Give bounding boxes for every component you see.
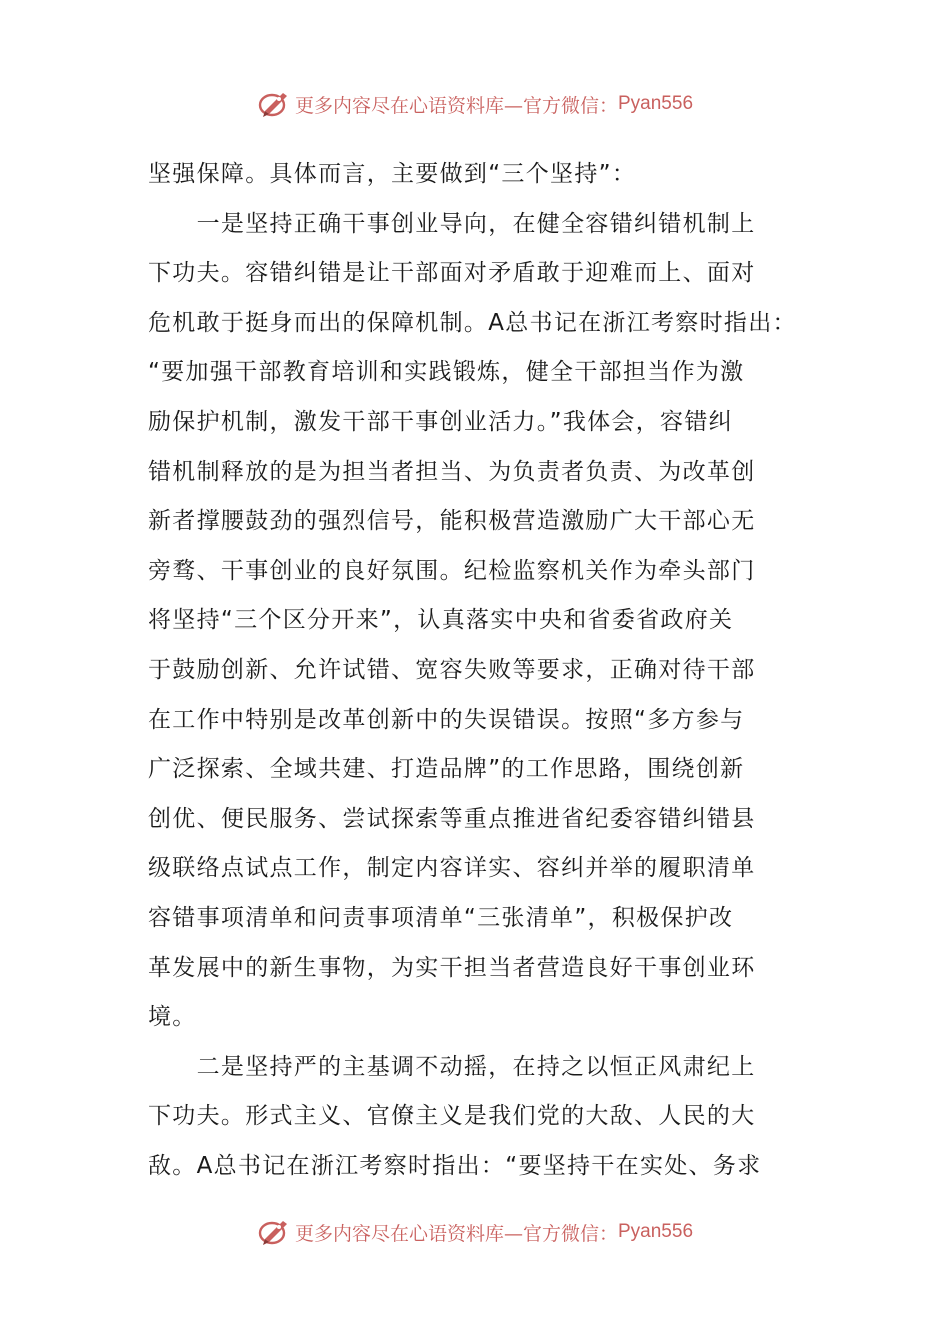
text-line: “要加强干部教育培训和实践锻炼，健全干部担当作为激 <box>148 359 745 386</box>
footer-banner <box>0 1212 950 1252</box>
text-line: 坚强保障。具体而言，主要做到“三个坚持”： <box>148 161 637 187</box>
text-line: 境。 <box>148 1004 197 1031</box>
text-line: 旁骛、干事创业的良好氛围。纪检监察机关作为牵头部门 <box>148 557 756 584</box>
banner-text: 更多内容尽在心语资料库—官方微信： <box>294 94 618 117</box>
text-line: 新者撑腰鼓劲的强烈信号，能积极营造激励广大干部心无 <box>148 508 756 535</box>
text-line: 容错事项清单和问责事项清单“三张清单”，积极保护改 <box>148 904 734 931</box>
wechat-id: Pyan556 <box>618 93 694 114</box>
header-banner <box>0 84 950 124</box>
wechat-id: Pyan556 <box>618 1221 694 1242</box>
pen-logo-icon <box>257 1215 291 1249</box>
text-line: 级联络点试点工作，制定内容详实、容纠并举的履职清单 <box>148 855 756 882</box>
text-line: 一是坚持正确干事创业导向，在健全容错纠错机制上 <box>148 210 756 237</box>
text-line: 将坚持“三个区分开来”，认真落实中央和省委省政府关 <box>148 607 734 634</box>
text-line: 下功夫。形式主义、官僚主义是我们党的大敌、人民的大 <box>148 1103 756 1130</box>
text-line: 在工作中特别是改革创新中的失误错误。按照“多方参与 <box>148 706 745 733</box>
pen-logo-icon <box>257 87 291 121</box>
text-line: 错机制释放的是为担当者担当、为负责者负责、为改革创 <box>148 458 756 485</box>
banner-text: 更多内容尽在心语资料库—官方微信： <box>294 1222 618 1245</box>
text-line: 危机敢于挺身而出的保障机制。A总书记在浙江考察时指出： <box>148 309 797 336</box>
document-body <box>148 150 808 1191</box>
text-line: 创优、便民服务、尝试探索等重点推进省纪委容错纠错县 <box>148 805 756 832</box>
text-line: 下功夫。容错纠错是让干部面对矛盾敢于迎难而上、面对 <box>148 260 756 287</box>
text-line: 广泛探索、全域共建、打造品牌”的工作思路，围绕创新 <box>148 756 745 783</box>
text-line: 于鼓励创新、允许试错、宽容失败等要求，正确对待干部 <box>148 656 756 683</box>
text-line: 革发展中的新生事物，为实干担当者营造良好干事创业环 <box>148 954 756 981</box>
text-line: 励保护机制，激发干部干事创业活力。”我体会，容错纠 <box>148 408 733 435</box>
text-line: 二是坚持严的主基调不动摇，在持之以恒正风肃纪上 <box>148 1053 756 1080</box>
text-line: 敌。A总书记在浙江考察时指出：“要坚持干在实处、务求 <box>148 1152 762 1179</box>
